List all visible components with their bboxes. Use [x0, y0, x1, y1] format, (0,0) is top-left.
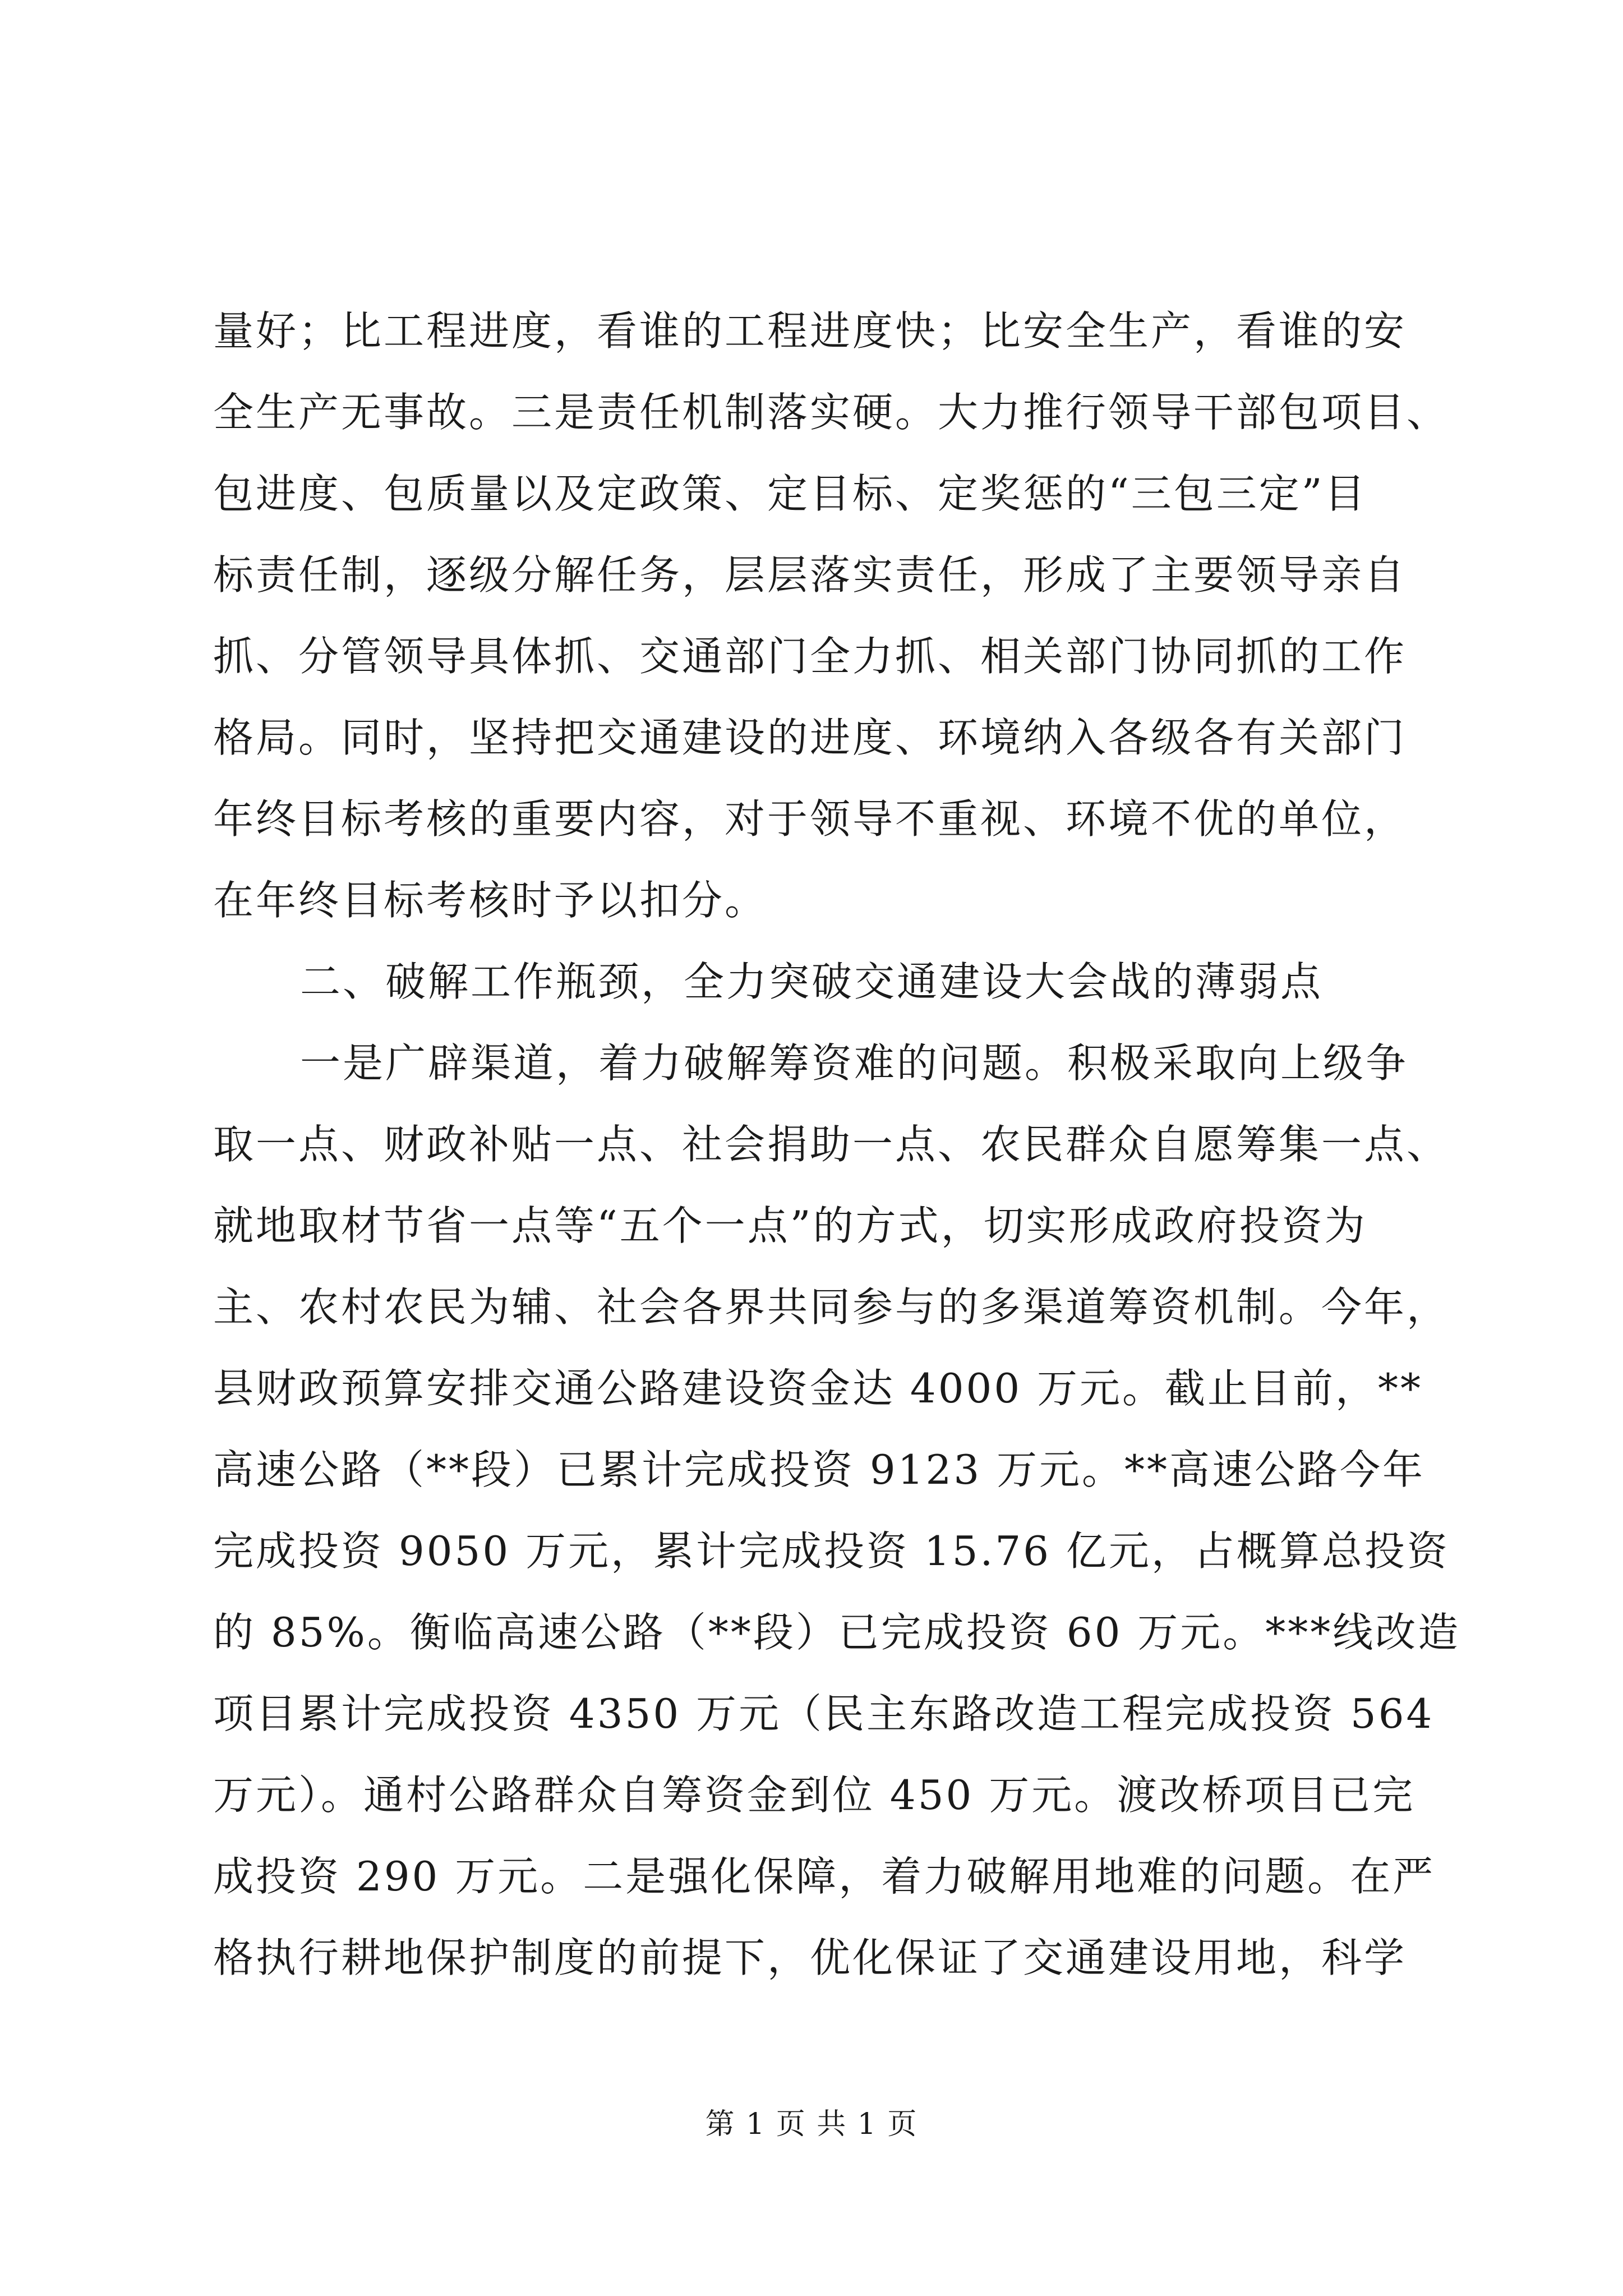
paragraph-start-line: 一是广辟渠道，着力破解筹资难的问题。积极采取向上级争	[300, 1039, 1409, 1087]
section-heading: 二、破解工作瓶颈，全力突破交通建设大会战的薄弱点	[300, 958, 1324, 1005]
body-line: 县财政预算安排交通公路建设资金达 4000 万元。截止目前，**	[213, 1365, 1423, 1412]
body-line: 项目累计完成投资 4350 万元（民主东路改造工程完成投资 564	[213, 1690, 1435, 1737]
body-line: 高速公路（**段）已累计完成投资 9123 万元。**高速公路今年	[213, 1446, 1426, 1493]
body-line: 就地取材节省一点等“五个一点”的方式，切实形成政府投资为	[213, 1202, 1367, 1249]
body-line: 年终目标考核的重要内容，对于领导不重视、环境不优的单位，	[213, 795, 1407, 843]
body-line: 全生产无事故。三是责任机制落实硬。大力推行领导干部包项目、	[213, 389, 1450, 436]
body-line: 主、农村农民为辅、社会各界共同参与的多渠道筹资机制。今年，	[213, 1283, 1450, 1331]
body-line: 量好；比工程进度，看谁的工程进度快；比安全生产，看谁的安	[213, 307, 1407, 355]
page-footer: 第 1 页 共 1 页	[705, 2108, 918, 2141]
body-line: 抓、分管领导具体抓、交通部门全力抓、相关部门协同抓的工作	[213, 633, 1407, 680]
body-line: 万元）。通村公路群众自筹资金到位 450 万元。渡改桥项目已完	[213, 1772, 1415, 1819]
body-line: 包进度、包质量以及定政策、定目标、定奖惩的“三包三定”目	[213, 470, 1367, 517]
body-line: 在年终目标考核时予以扣分。	[213, 877, 768, 924]
body-line: 完成投资 9050 万元，累计完成投资 15.76 亿元，占概算总投资	[213, 1527, 1450, 1575]
body-line: 取一点、财政补贴一点、社会捐助一点、农民群众自愿筹集一点、	[213, 1121, 1450, 1168]
body-line: 的 85%。衡临高速公路（**段）已完成投资 60 万元。***线改造	[213, 1609, 1461, 1656]
body-line: 格执行耕地保护制度的前提下，优化保证了交通建设用地，科学	[213, 1934, 1407, 1981]
body-line: 成投资 290 万元。二是强化保障，着力破解用地难的问题。在严	[213, 1853, 1436, 1900]
body-line: 标责任制，逐级分解任务，层层落实责任，形成了主要领导亲自	[213, 551, 1407, 599]
body-line: 格局。同时，坚持把交通建设的进度、环境纳入各级各有关部门	[213, 714, 1407, 761]
